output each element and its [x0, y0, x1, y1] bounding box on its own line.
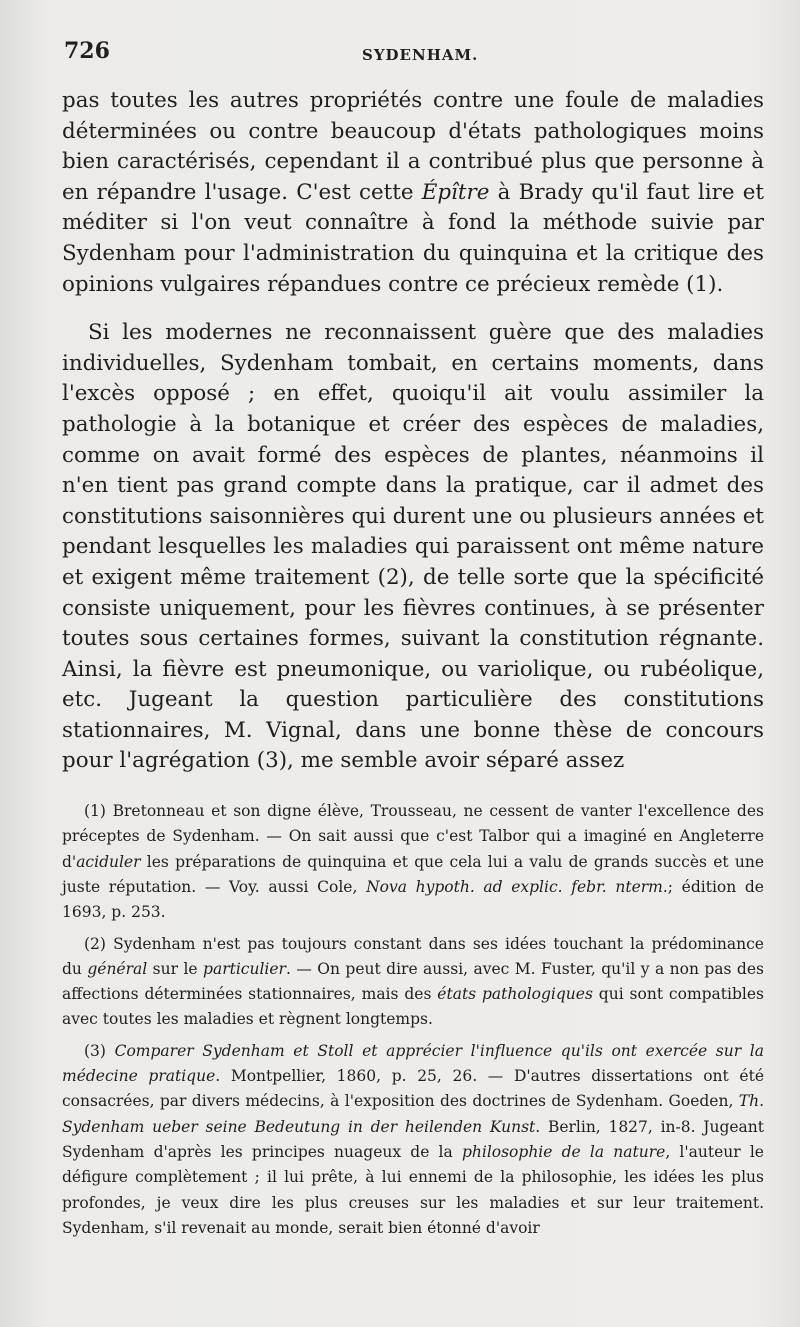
footnote-2 — [62, 932, 764, 1033]
footnote-3-italic-2: Th. Sydenham ueber seine Bedeutung in der heilenden Kunst — [62, 1092, 764, 1136]
footnote-3 — [62, 1039, 764, 1241]
footnote-2-text-4: qui sont compatibles avec toutes les maladies et règnent longtemps. — [62, 985, 764, 1029]
footnote-2-italic-2: particulier — [203, 959, 286, 978]
footnote-2-italic-3: états pathologiques — [437, 985, 593, 1004]
page-header — [62, 34, 764, 86]
footnote-2-text-2: sur le — [147, 959, 204, 978]
footnote-2-text-3: . — On peut dire aussi, avec M. Fuster, qu'il y a non pas des affections déterminées stationnaires, mais des — [62, 959, 764, 1004]
page-number: 726 — [64, 38, 110, 64]
footnote-1-italic-2: Nova hypoth. ad explic. febr. nterm. — [366, 877, 668, 896]
footnote-1-text-2: les préparations de quinquina et que cela lui a valu de grands succès et une juste réputation. — Voy. aussi Cole, — [62, 852, 764, 896]
footnote-3-text-1: (3) — [84, 1041, 115, 1060]
footnote-3-text-3: . Berlin, 1827, in-8. Jugeant Sydenham d'après les principes nuageux de la — [62, 1117, 765, 1161]
paragraph-1-part-2: à Brady qu'il faut lire et méditer si l'on veut connaître à fond la méthode suivie par Sydenham pour l'administration du quinquina et la critique des opinions vulgaires répandues contre ce précieux remède (1). — [62, 179, 765, 297]
footnote-1-text-1: (1) Bretonneau et son digne élève, Trousseau, ne cessent de vanter l'excellence des préceptes de Sydenham. — On sait aussi que c'est Talbor qui a imaginé en Angleterre d' — [62, 802, 764, 871]
footnote-3-italic-3: philosophie de la nature — [461, 1142, 666, 1161]
footnote-2-italic-1: général — [87, 959, 148, 978]
paragraph-1-italic: Épître — [421, 179, 490, 205]
footnote-1 — [62, 799, 764, 925]
footnote-3-text-2: . Montpellier, 1860, p. 25, 26. — D'autres dissertations ont été consacrées, par divers médecins, à l'exposition des doctrines de Sydenham. Goeden, — [62, 1067, 764, 1111]
footnote-2-text-1: (2) Sydenham n'est pas toujours constant dans ses idées touchant la prédominance du — [62, 934, 764, 978]
paragraph-1 — [62, 86, 764, 300]
paragraph-1-part-1: pas toutes les autres propriétés contre une foule de maladies déterminées ou contre beaucoup d'états pathologiques moins bien caractérisés, cependant il a contribué plus que personne à en répandre l'usage. C'est cette — [62, 88, 764, 205]
main-text — [62, 86, 764, 777]
paragraph-2: Si les modernes ne reconnaissent guère que des maladies individuelles, Sydenham tombait, en certains moments, dans l'excès opposé ; en effet, quoiqu'il ait voulu assimiler la pathologie à la botanique et créer des espèces de maladies, comme on avait formé des espèces de plantes, néanmoins il n'en tient pas grand compte dans la pratique, car il admet des constitutions saisonnières qui durent une ou plusieurs années et pendant lesquelles les maladies qui paraissent ont même nature et exigent même traitement (2), de telle sorte que la spécificité consiste uniquement, pour les fièvres continues, à se présenter toutes sous certaines formes, suivant la constitution régnante. Ainsi, la fièvre est pneumonique, ou variolique, ou rubéolique, etc. Jugeant la question particulière des constitutions stationnaires, M. Vignal, dans une bonne thèse de concours pour l'agrégation (3), me semble avoir séparé assez — [62, 320, 764, 774]
footnote-3-text-4: , l'auteur le défigure complètement ; il lui prête, à lui ennemi de la philosophie, les idées les plus profondes, je veux dire les plus creuses sur les maladies et sur leur traitement. Sydenham, s'il revenait au monde, serait bien étonné d'avoir — [62, 1142, 764, 1237]
running-head: SYDENHAM. — [362, 46, 479, 64]
footnotes — [62, 799, 764, 1241]
footnote-1-italic-1: aciduler — [76, 852, 141, 871]
footnote-1-text-3: ; édition de 1693, p. 253. — [62, 877, 764, 922]
footnote-3-italic-1: Comparer Sydenham et Stoll et apprécier l'influence qu'ils ont exercée sur la médecine pratique — [62, 1041, 764, 1086]
